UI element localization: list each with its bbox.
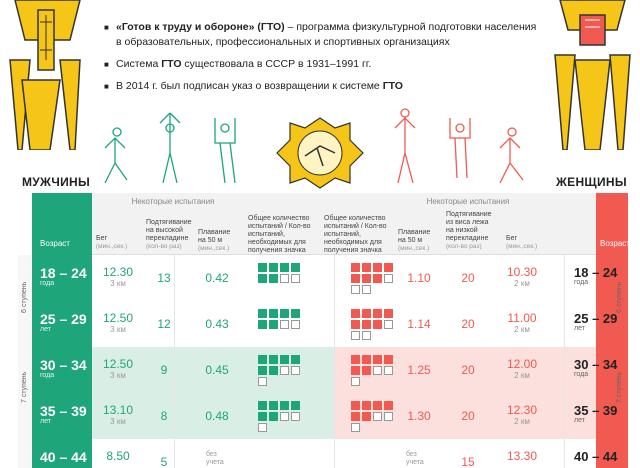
test-square-women	[351, 274, 360, 283]
test-square-men	[269, 401, 278, 410]
men-swim-value: 0.48	[205, 409, 229, 423]
test-square-men	[291, 401, 300, 410]
test-square-women	[351, 320, 360, 329]
total-header-men: Общее количество испытаний / Кол-во испытаний, необходимых для получения значка	[248, 215, 311, 254]
test-square-men	[291, 309, 300, 318]
run-time: 13.30	[506, 449, 538, 463]
run-distance: 2 км	[514, 325, 530, 334]
test-square-men	[280, 412, 289, 421]
intro-item-1: ■ «Готов к труду и обороне» (ГТО) – программа физкультурной подготовки населения в образовательных, профессиональных и спортивных организациях	[104, 20, 544, 50]
swim-header-men: Плавание на 50 м (мин.,сек.)	[198, 229, 231, 252]
age-range-women	[574, 265, 617, 286]
test-square-men	[291, 366, 300, 375]
test-square-women	[351, 366, 360, 375]
test-square-men	[258, 377, 267, 386]
run-distance: 2 км	[514, 417, 530, 426]
intro-item-2: ■ Система ГТО существовала в СССР в 1931–1991 гг.	[104, 57, 544, 72]
test-square-women	[362, 331, 371, 340]
test-square-men	[291, 263, 300, 272]
run-distance: 3 км	[110, 279, 126, 288]
women-swim-value: 1.30	[407, 409, 431, 423]
test-square-women	[373, 309, 382, 318]
men-pullup-value: 12	[157, 317, 171, 331]
test-square-women	[384, 309, 393, 318]
test-square-women	[373, 274, 382, 283]
run-header-men: Бег (мин.,сек.)	[96, 235, 128, 250]
test-square-men	[258, 263, 267, 272]
test-square-men	[280, 355, 289, 364]
run-time: 13.10	[102, 403, 134, 417]
test-square-men	[258, 274, 267, 283]
run-header-women: Бег (мин.,сек.)	[506, 235, 538, 250]
test-square-women	[351, 412, 360, 421]
test-square-men	[258, 320, 267, 329]
test-square-men	[258, 309, 267, 318]
female-athletes	[395, 109, 523, 183]
test-square-men	[291, 320, 300, 329]
women-swim-value: 1.10	[407, 271, 431, 285]
run-time: 12.50	[102, 357, 134, 371]
run-time: 8.50	[106, 449, 130, 463]
age-unit: года	[40, 280, 55, 287]
men-swim-value: 0.42	[205, 271, 229, 285]
age-value: 40 – 44	[574, 449, 618, 464]
test-square-men	[258, 355, 267, 364]
women-pullup-value: 20	[461, 363, 475, 377]
age-range-women	[574, 449, 617, 463]
test-square-women	[362, 401, 371, 410]
test-square-women	[362, 263, 371, 272]
age-range-women	[574, 311, 617, 332]
test-square-women	[351, 423, 360, 432]
men-run-value	[100, 449, 136, 463]
test-square-men	[280, 366, 289, 375]
total-header-women: Общее количество испытаний / Кол-во испытаний, необходимых для получения значка	[324, 215, 387, 254]
test-square-men	[280, 401, 289, 410]
female-figure-illustration	[545, 0, 640, 150]
test-square-men	[280, 320, 289, 329]
test-square-men	[269, 355, 278, 364]
men-label: МУЖЧИНЫ	[22, 175, 91, 189]
age-value: 40 – 44	[40, 449, 87, 465]
stage-label-7-right: 7 ступень	[616, 371, 623, 403]
stage-label-7: 7 ступень	[21, 371, 28, 403]
women-pullup-value: 20	[461, 271, 475, 285]
test-square-women	[373, 320, 382, 329]
stage-label-6: 6 ступень	[21, 281, 28, 313]
women-pullup-value: 20	[461, 317, 475, 331]
test-square-women	[351, 263, 360, 272]
men-pullup-value: 8	[160, 409, 168, 423]
test-square-men	[269, 366, 278, 375]
test-square-women	[362, 366, 371, 375]
age-range-men	[40, 265, 87, 287]
test-square-women	[373, 355, 382, 364]
age-value: 18 – 24	[40, 265, 87, 281]
test-square-women	[373, 263, 382, 272]
women-pullup-value: 20	[461, 409, 475, 423]
test-square-men	[258, 423, 267, 432]
test-square-women	[351, 285, 360, 294]
age-unit: лет	[574, 325, 585, 332]
age-range-men	[40, 403, 87, 425]
run-distance: 3 км	[110, 325, 126, 334]
run-distance: 2 км	[514, 279, 530, 288]
test-square-men	[291, 274, 300, 283]
age-range-men	[40, 311, 87, 333]
male-figure-illustration	[0, 0, 95, 150]
test-square-women	[384, 320, 393, 329]
age-value: 35 – 39	[574, 403, 618, 418]
run-time: 11.00	[507, 311, 537, 325]
some-tests-header-women: Некоторые испытания	[426, 197, 510, 206]
run-time: 10.30	[506, 265, 538, 279]
test-square-men	[269, 412, 278, 421]
women-label: ЖЕНЩИНЫ	[556, 175, 627, 189]
age-unit: лет	[40, 326, 51, 333]
men-run-value	[100, 403, 136, 426]
women-run-value	[504, 357, 540, 380]
test-square-men	[280, 309, 289, 318]
run-time: 12.30	[506, 403, 538, 417]
column-divider	[564, 255, 565, 468]
men-run-value	[100, 311, 136, 334]
test-square-men	[280, 274, 289, 283]
test-square-men	[291, 355, 300, 364]
age-unit: года	[574, 279, 589, 286]
age-header-men: Возраст	[40, 239, 70, 248]
age-range-women	[574, 403, 617, 424]
run-time: 12.30	[102, 265, 134, 279]
women-run-value	[504, 449, 540, 463]
run-distance: 3 км	[110, 417, 126, 426]
test-square-women	[384, 412, 393, 421]
test-square-women	[351, 377, 360, 386]
age-range-men	[40, 449, 87, 464]
age-value: 30 – 34	[40, 357, 87, 373]
test-square-women	[362, 309, 371, 318]
intro-list	[104, 20, 544, 101]
test-square-women	[373, 412, 382, 421]
column-divider	[174, 255, 175, 468]
men-swim-value: 0.45	[205, 363, 229, 377]
age-unit: года	[40, 372, 55, 379]
test-square-men	[258, 412, 267, 421]
test-square-women	[362, 285, 371, 294]
test-square-women	[362, 412, 371, 421]
male-athletes	[105, 113, 235, 183]
age-value: 35 – 39	[40, 403, 87, 419]
men-swim-value: 0.43	[205, 317, 229, 331]
test-square-women	[351, 401, 360, 410]
pullup-header-women: Подтягивание из виса лежа на низкой перекладине (кол-во раз)	[446, 211, 492, 250]
test-square-women	[362, 274, 371, 283]
age-range-women	[574, 357, 617, 378]
age-value: 25 – 29	[574, 311, 618, 326]
test-square-women	[351, 331, 360, 340]
men-pullup-value: 5	[160, 455, 168, 468]
age-value: 30 – 34	[574, 357, 618, 372]
age-range-men	[40, 357, 87, 379]
age-value: 25 – 29	[40, 311, 87, 327]
women-swim-value: 1.14	[407, 317, 431, 331]
men-pullup-value: 9	[160, 363, 168, 377]
men-run-value	[100, 357, 136, 380]
test-square-women	[351, 355, 360, 364]
test-square-men	[280, 263, 289, 272]
pullup-header-men: Подтягивание на высокой перекладине (кол-во раз)	[146, 219, 192, 250]
age-unit: лет	[40, 418, 51, 425]
test-square-men	[269, 263, 278, 272]
gto-badge	[277, 118, 363, 188]
stage-label-6-right: 6 ступень	[616, 281, 623, 313]
test-square-men	[258, 401, 267, 410]
test-square-men	[258, 366, 267, 375]
test-square-women	[362, 320, 371, 329]
run-time: 12.50	[102, 311, 134, 325]
test-square-men	[269, 320, 278, 329]
test-square-women	[362, 355, 371, 364]
test-square-women	[373, 401, 382, 410]
test-square-men	[269, 274, 278, 283]
women-swim-value: 1.25	[407, 363, 431, 377]
run-distance: 3 км	[110, 371, 126, 380]
swim-header-women: Плавание на 50 м (мин.,сек.)	[398, 229, 431, 252]
some-tests-header-men: Некоторые испытания	[131, 197, 215, 206]
gto-norms-table	[18, 193, 628, 468]
age-header-women: Возраст	[600, 239, 630, 248]
age-value: 18 – 24	[574, 265, 618, 280]
women-run-value	[504, 403, 540, 426]
test-square-women	[384, 263, 393, 272]
men-run-value	[100, 265, 136, 288]
run-distance: 2 км	[514, 371, 530, 380]
run-time: 12.00	[506, 357, 538, 371]
test-square-women	[384, 355, 393, 364]
men-pullup-value: 13	[157, 271, 171, 285]
column-divider	[334, 255, 335, 468]
athletes-illustration	[95, 108, 545, 193]
women-pullup-value: 15	[461, 455, 475, 468]
women-run-value	[504, 265, 540, 288]
women-run-value	[504, 311, 540, 334]
men-swim-value: без учета	[206, 451, 224, 466]
age-unit: лет	[574, 417, 585, 424]
test-square-women	[384, 401, 393, 410]
women-swim-value: без учета	[406, 451, 424, 466]
test-square-women	[373, 366, 382, 375]
test-square-men	[291, 412, 300, 421]
age-unit: года	[574, 371, 589, 378]
test-square-women	[351, 309, 360, 318]
test-square-women	[384, 274, 393, 283]
intro-item-3: ■ В 2014 г. был подписан указ о возвращении к системе ГТО	[104, 79, 544, 94]
test-square-men	[269, 309, 278, 318]
test-square-women	[384, 366, 393, 375]
